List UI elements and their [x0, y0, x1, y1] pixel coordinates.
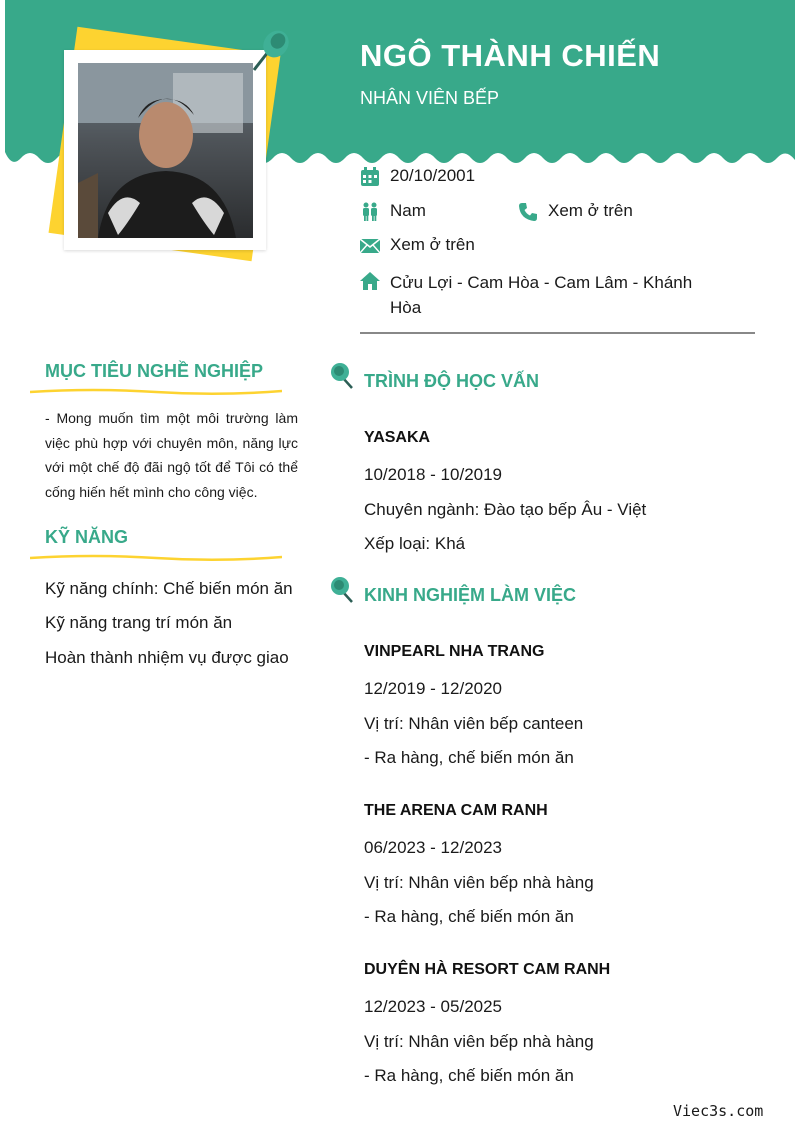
address-line-1: Cửu Lợi - Cam Hòa - Cam Lâm - Khánh — [390, 273, 693, 292]
objective-underline — [30, 386, 282, 398]
home-icon — [360, 271, 380, 291]
job-company: VINPEARL NHA TRANG — [364, 643, 545, 660]
skills-heading: KỸ NĂNG — [45, 527, 129, 547]
education-major: Chuyên ngành: Đào tạo bếp Âu - Việt — [364, 500, 647, 519]
job-duty: - Ra hàng, chế biến món ăn — [364, 907, 574, 926]
education-period: 10/2018 - 10/2019 — [364, 465, 503, 484]
email-text: Xem ở trên — [390, 235, 475, 254]
info-divider — [360, 332, 755, 334]
site-watermark: Viec3s.com — [673, 1102, 764, 1120]
education-school: YASAKA — [364, 429, 431, 446]
pushpin-icon — [248, 24, 292, 74]
gender-icon — [360, 202, 380, 222]
education-heading: TRÌNH ĐỘ HỌC VẤN — [364, 371, 539, 391]
job-position: Vị trí: Nhân viên bếp nhà hàng — [364, 873, 594, 892]
profile-photo — [78, 63, 253, 238]
skill-item: Kỹ năng chính: Chế biến món ăn — [45, 579, 293, 598]
education-rank: Xếp loại: Khá — [364, 534, 466, 553]
phone-icon — [518, 202, 538, 222]
job-position: Vị trí: Nhân viên bếp canteen — [364, 714, 584, 733]
photo-frame — [64, 50, 266, 250]
job-period: 12/2019 - 12/2020 — [364, 679, 503, 698]
dob-text: 20/10/2001 — [390, 166, 476, 185]
skill-item: Kỹ năng trang trí món ăn — [45, 613, 233, 632]
calendar-icon — [360, 167, 380, 187]
job-position: Vị trí: Nhân viên bếp nhà hàng — [364, 1032, 594, 1051]
address-row — [360, 270, 692, 320]
experience-heading: KINH NGHIỆM LÀM VIỆC — [364, 585, 577, 605]
phone-row — [518, 201, 633, 222]
dob-row — [360, 166, 475, 187]
job-period: 06/2023 - 12/2023 — [364, 838, 503, 857]
job-duty: - Ra hàng, chế biến món ăn — [364, 1066, 574, 1085]
job-period: 12/2023 - 05/2025 — [364, 997, 503, 1016]
candidate-name: NGÔ THÀNH CHIẾN — [360, 38, 661, 73]
job-company: DUYÊN HÀ RESORT CAM RANH — [364, 961, 611, 978]
objective-heading: MỤC TIÊU NGHỀ NGHIỆP — [45, 361, 264, 381]
job-title: NHÂN VIÊN BẾP — [360, 88, 500, 108]
gender-row — [360, 201, 426, 222]
email-row — [360, 235, 475, 256]
pushpin-icon — [330, 576, 356, 604]
phone-text: Xem ở trên — [548, 201, 633, 220]
objective-text: - Mong muốn tìm một môi trường làm việc phù hợp với chuyên môn, năng lực với một chế độ đãi ngộ tốt để Tôi có thể cống hiến hết mình cho công việc. — [45, 410, 298, 500]
email-icon — [360, 236, 380, 256]
skill-item: Hoàn thành nhiệm vụ được giao — [45, 648, 289, 667]
job-duty: - Ra hàng, chế biến món ăn — [364, 748, 574, 767]
skills-underline — [30, 552, 282, 564]
job-company: THE ARENA CAM RANH — [364, 802, 548, 819]
gender-text: Nam — [390, 201, 426, 220]
address-text — [390, 270, 692, 320]
address-line-2: Hòa — [390, 298, 422, 317]
pushpin-icon — [330, 362, 356, 390]
